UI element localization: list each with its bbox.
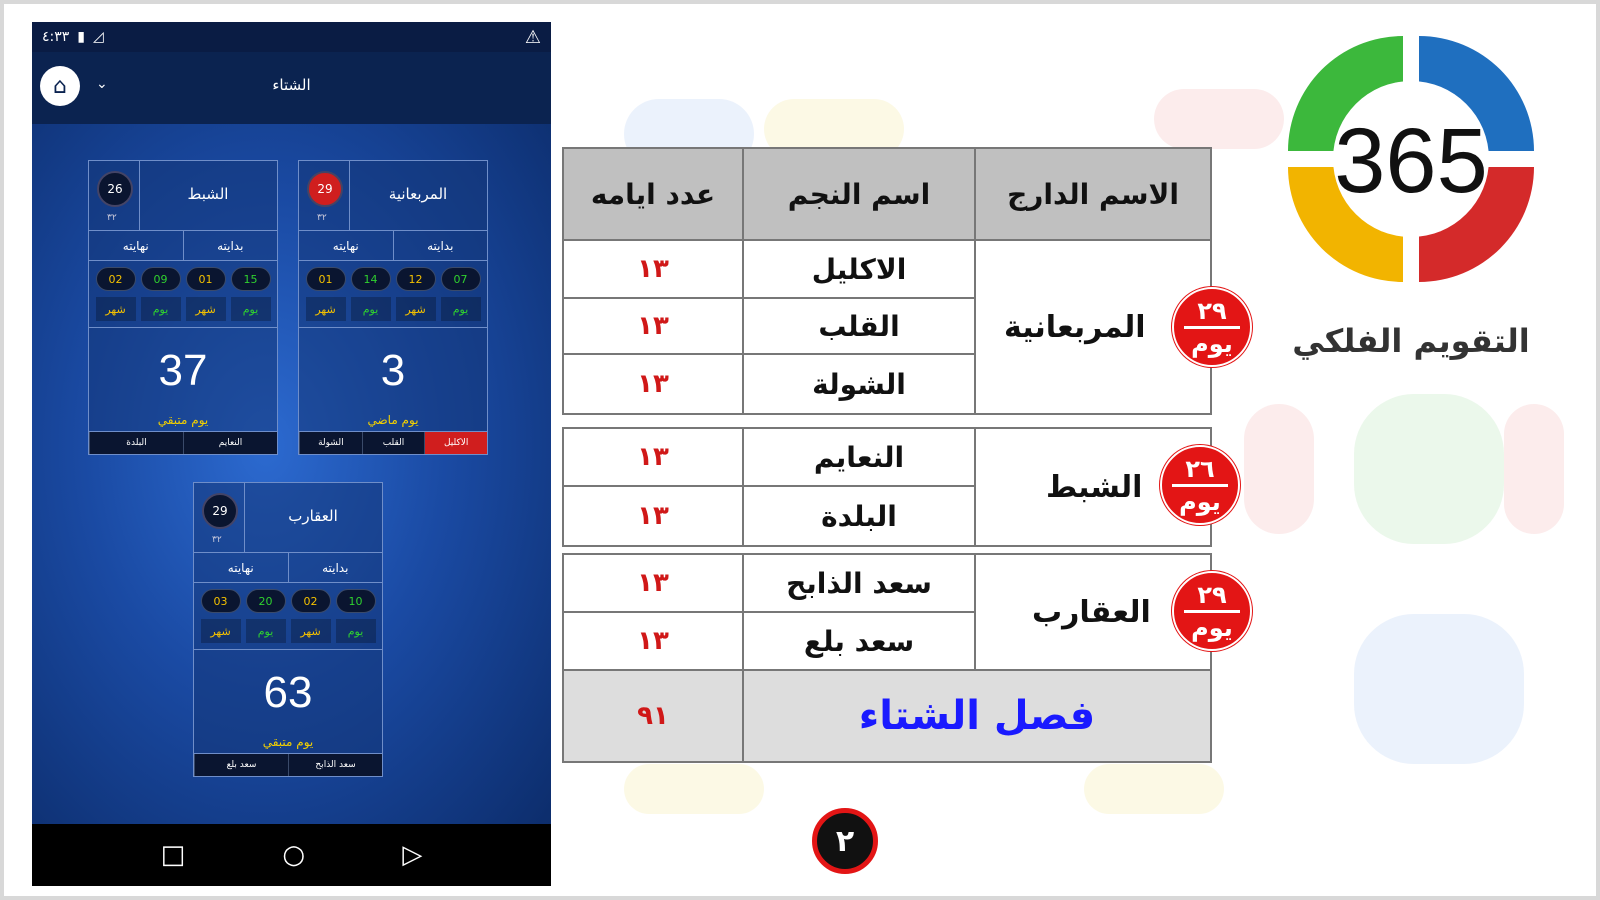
group-name: العقارب bbox=[974, 553, 1212, 671]
tab-iklil[interactable]: الاكليل bbox=[424, 432, 487, 454]
tab-saad-bula[interactable]: سعد بلع bbox=[194, 754, 288, 776]
back-icon[interactable]: ▷ bbox=[402, 840, 423, 870]
signal-off-icon: ◿ bbox=[93, 29, 104, 45]
star-days: ١٣ bbox=[562, 485, 744, 547]
unit-label: يوم bbox=[351, 297, 391, 321]
tab-shawla[interactable]: الشولة bbox=[299, 432, 362, 454]
badge-sub: ٣٢ bbox=[107, 213, 117, 223]
days-badge: 26 bbox=[97, 171, 133, 207]
card-title: العقارب bbox=[288, 507, 338, 525]
header-days: عدد ايامه bbox=[562, 147, 744, 241]
star-name: البلدة bbox=[742, 485, 976, 547]
unit-label: شهر bbox=[201, 619, 241, 643]
unit-label: شهر bbox=[306, 297, 346, 321]
date-pill: 02 bbox=[96, 267, 136, 291]
days-badge: 29 bbox=[202, 493, 238, 529]
end-label: نهايته bbox=[332, 239, 359, 253]
season-total-days: ٩١ bbox=[562, 669, 744, 763]
day-counter: 3 bbox=[380, 346, 406, 395]
home-icon: ⌂ bbox=[53, 73, 67, 99]
star-days: ١٣ bbox=[562, 553, 744, 613]
logo-title: التقويم الفلكي bbox=[1292, 322, 1530, 360]
star-name: الاكليل bbox=[742, 239, 976, 299]
card-title: المربعانية bbox=[388, 185, 448, 203]
star-name: سعد الذابح bbox=[742, 553, 976, 613]
card-title: الشبط bbox=[187, 185, 229, 203]
group-days-badge bbox=[1172, 287, 1252, 367]
star-name: سعد بلع bbox=[742, 611, 976, 671]
days-badge: 29 bbox=[307, 171, 343, 207]
watermark bbox=[1084, 764, 1224, 814]
star-name: النعايم bbox=[742, 427, 976, 487]
date-pill: 09 bbox=[141, 267, 181, 291]
chevron-down-icon[interactable]: ⌄ bbox=[96, 76, 108, 92]
date-pill: 01 bbox=[186, 267, 226, 291]
badge-sub: ٣٢ bbox=[212, 535, 222, 545]
tab-balda[interactable]: البلدة bbox=[89, 432, 183, 454]
badge-days: ٢٩ bbox=[1197, 296, 1227, 325]
badge-days: ٢٩ bbox=[1197, 580, 1227, 609]
logo-number: 365 bbox=[1334, 110, 1488, 212]
tab-qalb[interactable]: القلب bbox=[362, 432, 425, 454]
watermark bbox=[624, 764, 764, 814]
winter-stars-table bbox=[562, 147, 1233, 765]
app-bar bbox=[32, 52, 551, 124]
date-pill: 10 bbox=[336, 589, 376, 613]
season-card-shabt[interactable] bbox=[88, 160, 278, 455]
watermark bbox=[1154, 89, 1284, 149]
page-number: ٢ bbox=[812, 808, 878, 874]
group-days-badge bbox=[1160, 445, 1240, 525]
date-pill: 03 bbox=[201, 589, 241, 613]
clock: ٤:٣٣ bbox=[42, 29, 70, 45]
date-pill: 01 bbox=[306, 267, 346, 291]
star-days: ١٣ bbox=[562, 611, 744, 671]
unit-label: يوم bbox=[246, 619, 286, 643]
date-pill: 20 bbox=[246, 589, 286, 613]
recents-icon[interactable]: □ bbox=[160, 840, 186, 870]
tab-saad-dhabih[interactable]: سعد الذابح bbox=[288, 754, 382, 776]
group-days-badge bbox=[1172, 571, 1252, 651]
watermark bbox=[1354, 394, 1504, 544]
badge-unit: يوم bbox=[1179, 487, 1221, 516]
start-label: بدايته bbox=[393, 231, 488, 260]
star-days: ١٣ bbox=[562, 239, 744, 299]
watermark bbox=[1244, 404, 1314, 534]
day-counter-label: يوم ماضي bbox=[367, 413, 419, 427]
date-pill: 12 bbox=[396, 267, 436, 291]
badge-sub: ٣٢ bbox=[317, 213, 327, 223]
unit-label: يوم bbox=[141, 297, 181, 321]
unit-label: شهر bbox=[396, 297, 436, 321]
badge-days: ٢٦ bbox=[1185, 454, 1215, 483]
header-local-name: الاسم الدارج bbox=[974, 147, 1212, 241]
watermark bbox=[1354, 614, 1524, 764]
end-label: نهايته bbox=[227, 561, 254, 575]
badge-unit: يوم bbox=[1191, 329, 1233, 358]
unit-label: يوم bbox=[441, 297, 481, 321]
badge-unit: يوم bbox=[1191, 613, 1233, 642]
day-counter: 63 bbox=[263, 668, 313, 717]
app-content bbox=[32, 124, 551, 840]
star-days: ١٣ bbox=[562, 297, 744, 355]
day-counter-label: يوم متبقي bbox=[157, 413, 209, 427]
date-pill: 07 bbox=[441, 267, 481, 291]
status-bar bbox=[32, 22, 551, 52]
unit-label: يوم bbox=[336, 619, 376, 643]
header-star-name: اسم النجم bbox=[742, 147, 976, 241]
star-days: ١٣ bbox=[562, 427, 744, 487]
group-name: الشبط bbox=[974, 427, 1212, 547]
end-label: نهايته bbox=[122, 239, 149, 253]
start-label: بدايته bbox=[288, 553, 383, 582]
season-card-murabbaniya[interactable] bbox=[298, 160, 488, 455]
star-days: ١٣ bbox=[562, 353, 744, 415]
watermark bbox=[1504, 404, 1564, 534]
home-circle-icon[interactable]: ○ bbox=[282, 840, 306, 870]
app-logo bbox=[1266, 14, 1556, 314]
season-label: فصل الشتاء bbox=[742, 669, 1212, 763]
unit-label: شهر bbox=[186, 297, 226, 321]
group-name: المربعانية bbox=[974, 239, 1212, 415]
date-pill: 14 bbox=[351, 267, 391, 291]
star-name: القلب bbox=[742, 297, 976, 355]
android-nav-bar bbox=[32, 824, 551, 886]
date-pill: 15 bbox=[231, 267, 271, 291]
start-label: بدايته bbox=[183, 231, 278, 260]
tab-naaim[interactable]: النعايم bbox=[183, 432, 277, 454]
battery-icon: ▮ bbox=[77, 29, 85, 45]
unit-label: شهر bbox=[291, 619, 331, 643]
date-pill: 02 bbox=[291, 589, 331, 613]
phone-screenshot bbox=[32, 22, 551, 886]
day-counter: 37 bbox=[158, 346, 208, 395]
day-counter-label: يوم متبقي bbox=[262, 735, 314, 749]
unit-label: شهر bbox=[96, 297, 136, 321]
app-title: الشتاء bbox=[272, 76, 311, 94]
season-card-aqarib[interactable] bbox=[193, 482, 383, 777]
star-name: الشولة bbox=[742, 353, 976, 415]
warning-icon: ⚠ bbox=[524, 26, 541, 48]
unit-label: يوم bbox=[231, 297, 271, 321]
